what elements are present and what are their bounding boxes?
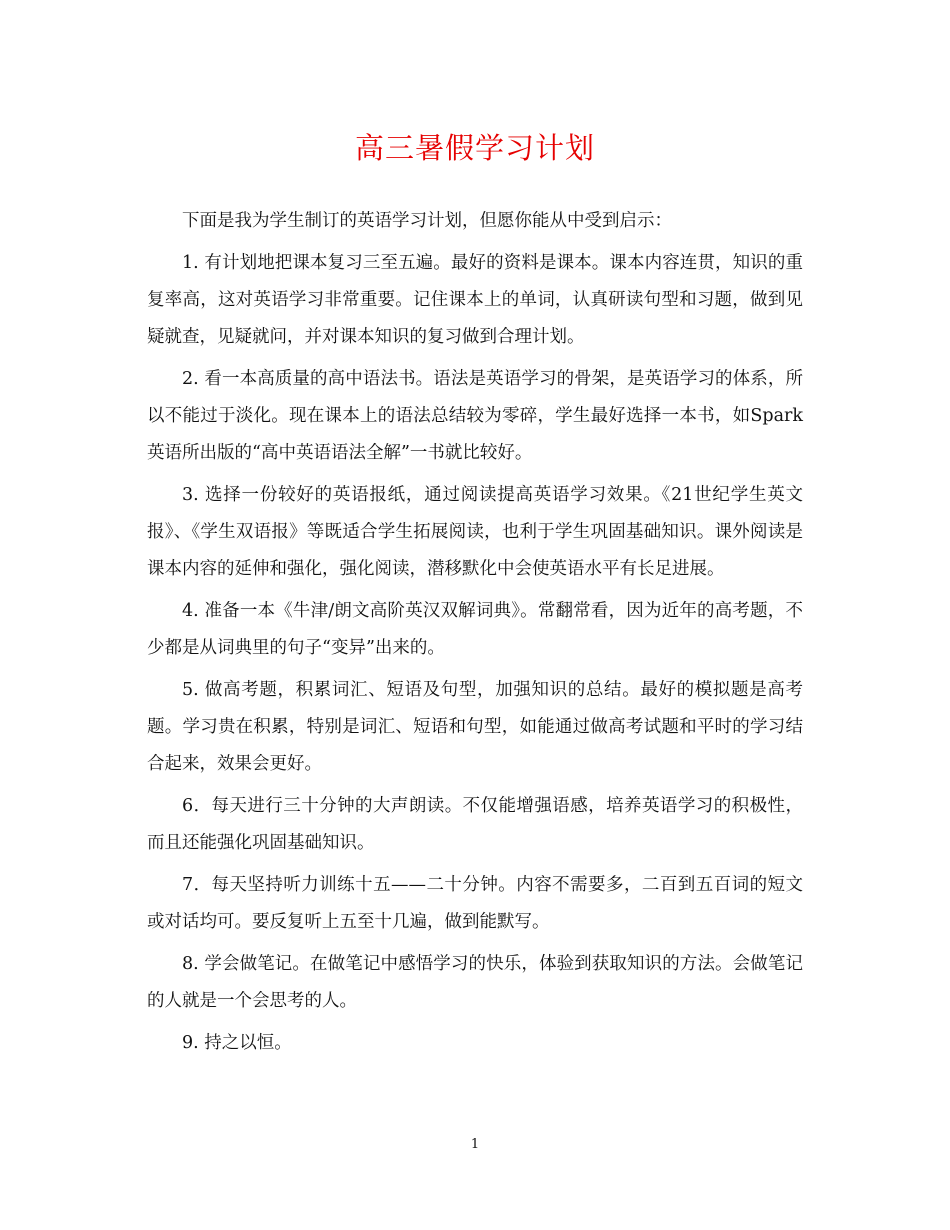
- plan-item-3: 3. 选择一份较好的英语报纸，通过阅读提高英语学习效果。《21世纪学生英文报》、《学生双语报》等既适合学生拓展阅读，也利于学生巩固基础知识。课外阅读是课本内容的延伸和强化，强化阅读，潜移默化中会使英语水平有长足进展。: [147, 485, 803, 579]
- plan-item-2: 2. 看一本高质量的高中语法书。语法是英语学习的骨架，是英语学习的体系，所以不能过于淡化。现在课本上的语法总结较为零碎，学生最好选择一本书，如Spark英语所出版的“高中英语语法全解”一书就比较好。: [147, 369, 803, 463]
- plan-item-4: 4. 准备一本《牛津/朗文高阶英汉双解词典》。常翻常看，因为近年的高考题，不少都是从词典里的句子“变异”出来的。: [147, 601, 803, 658]
- plan-item-7: 7．每天坚持听力训练十五——二十分钟。内容不需要多，二百到五百词的短文或对话均可。要反复听上五至十几遍，做到能默写。: [147, 875, 803, 932]
- plan-item-5: 5. 做高考题，积累词汇、短语及句型，加强知识的总结。最好的模拟题是高考题。学习贵在积累，特别是词汇、短语和句型，如能通过做高考试题和平时的学习结合起来，效果会更好。: [147, 680, 803, 774]
- plan-item-6: 6．每天进行三十分钟的大声朗读。不仅能增强语感，培养英语学习的积极性，而且还能强化巩固基础知识。: [147, 796, 803, 853]
- document-body: [147, 203, 803, 1067]
- plan-item-9: 9. 持之以恒。: [182, 1033, 292, 1053]
- page-title: 高三暑假学习计划: [354, 131, 595, 165]
- plan-item-8: 8. 学会做笔记。在做笔记中感悟学习的快乐，体验到获取知识的方法。会做笔记的人就是一个会思考的人。: [147, 954, 803, 1011]
- plan-item-1: 1. 有计划地把课本复习三至五遍。最好的资料是课本。课本内容连贯，知识的重复率高，这对英语学习非常重要。记住课本上的单词，认真研读句型和习题，做到见疑就查，见疑就问，并对课本知识的复习做到合理计划。: [147, 253, 803, 347]
- page-number: 1: [470, 1137, 480, 1152]
- intro-paragraph: 下面是我为学生制订的英语学习计划，但愿你能从中受到启示：: [182, 211, 672, 231]
